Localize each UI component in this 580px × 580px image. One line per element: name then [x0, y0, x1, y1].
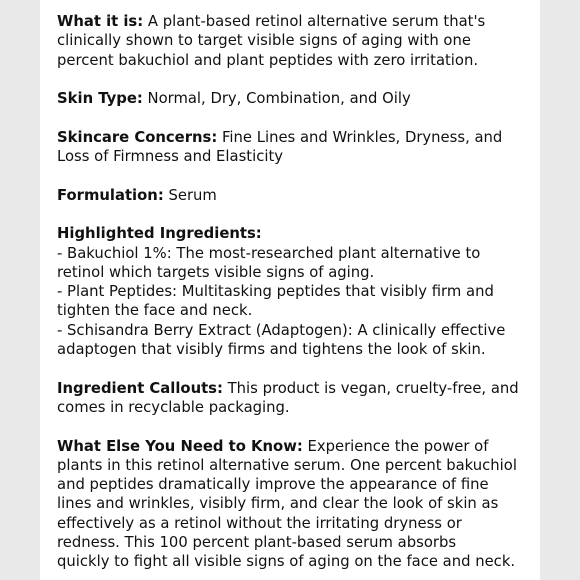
product-description-page: [40, 0, 540, 580]
section-what-else: [57, 437, 540, 572]
section-text: adaptogen that visibly firms and tightens the look of skin.: [57, 341, 486, 359]
section-text: redness. This 100 percent plant-based serum absorbs: [57, 534, 457, 552]
section-label: Skincare Concerns:: [57, 128, 218, 146]
section-text: A plant-based retinol alternative serum that's: [143, 13, 486, 30]
section-line: [57, 186, 540, 205]
section-text: percent bakuchiol and plant peptides with zero irritation.: [57, 51, 479, 69]
section-line: [57, 379, 540, 398]
section-ingredient-callouts: [57, 379, 540, 418]
section-label: Highlighted Ingredients:: [57, 225, 262, 243]
section-text: - Plant Peptides: Multitasking peptides that visibly firm and: [57, 283, 494, 301]
section-skin-type: [57, 89, 540, 108]
section-text: Loss of Firmness and Elasticity: [57, 148, 284, 166]
section-text: Fine Lines and Wrinkles, Dryness, and: [217, 128, 503, 146]
section-text: tighten the face and neck.: [57, 302, 253, 320]
section-text: This product is vegan, cruelty-free, and: [222, 379, 519, 397]
section-highlighted-ingredients: [57, 224, 540, 359]
section-label: Ingredient Callouts:: [57, 379, 223, 397]
section-text: Normal, Dry, Combination, and Oily: [142, 90, 411, 108]
section-label: Formulation:: [57, 186, 164, 204]
section-label: What Else You Need to Know:: [57, 437, 303, 455]
section-text: comes in recyclable packaging.: [57, 398, 290, 416]
product-description: [57, 12, 540, 580]
section-label: What it is:: [57, 13, 144, 30]
section-text: effectively as a retinol without the irritating dryness or: [57, 514, 462, 532]
section-text: Experience the power of: [302, 437, 489, 455]
section-text: and peptides dramatically improve the appearance of fine: [57, 476, 489, 494]
section-text: clinically shown to target visible signs of aging with one: [57, 32, 471, 50]
section-line: [57, 437, 540, 456]
section-text: lines and wrinkles, visibly firm, and clear the look of skin as: [57, 495, 499, 513]
section-label: Skin Type:: [57, 90, 143, 108]
section-text: - Schisandra Berry Extract (Adaptogen): A clinically effective: [57, 321, 506, 339]
section-text: - Bakuchiol 1%: The most-researched plant alternative to: [57, 244, 481, 262]
section-text: Serum: [163, 186, 217, 204]
section-line: [57, 12, 540, 31]
section-text: quickly to fight all visible signs of aging on the face and neck.: [57, 553, 516, 571]
section-text: retinol which targets visible signs of aging.: [57, 263, 375, 281]
section-formulation: [57, 186, 540, 205]
section-line: [57, 128, 540, 147]
section-line: [57, 89, 540, 108]
section-what-it-is: [57, 12, 540, 70]
section-text: plants in this retinol alternative serum. One percent bakuchiol: [57, 456, 517, 474]
section-skincare-concerns: [57, 128, 540, 167]
